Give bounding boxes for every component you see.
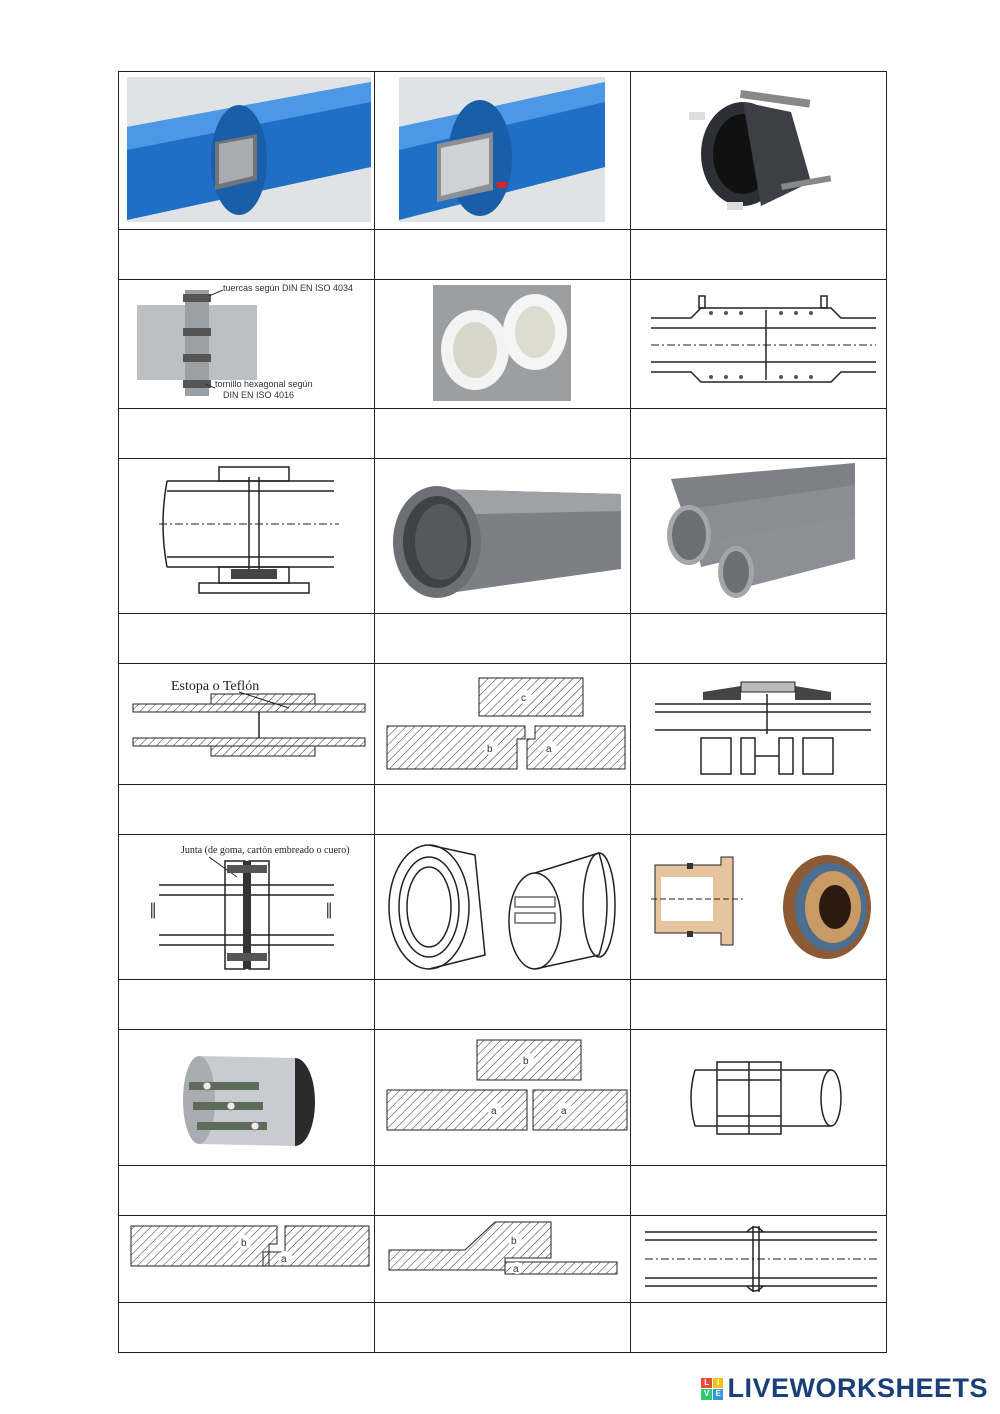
image-cell	[631, 664, 887, 785]
answer-box[interactable]	[119, 614, 375, 664]
image-cell	[631, 1216, 887, 1303]
flanged-gasket-joint-drawing	[119, 835, 375, 979]
blue-pipe-socket-image	[119, 72, 375, 229]
image-cell	[375, 72, 631, 230]
image-cell	[631, 835, 887, 980]
answer-box[interactable]	[375, 1166, 631, 1216]
image-cell	[119, 72, 375, 230]
blue-pipe-cutaway-image	[375, 72, 631, 229]
sleeve-joint-section-drawing	[631, 280, 887, 408]
letter-b: b	[487, 744, 493, 755]
answer-box[interactable]	[631, 614, 887, 664]
answer-box[interactable]	[631, 230, 887, 280]
hemp-teflon-label: Estopa o Teflón	[171, 679, 260, 694]
answer-box[interactable]	[119, 1166, 375, 1216]
black-repair-coupling-image	[631, 72, 887, 229]
bolt-label-line2: DIN EN ISO 4016	[223, 390, 295, 400]
letter-a: a	[561, 1106, 567, 1117]
scarf-joint-with-cover-drawing	[375, 664, 631, 784]
stainless-repair-clamp-image	[119, 1030, 375, 1165]
bell-spigot-joint-image	[631, 835, 887, 979]
answer-box[interactable]	[119, 409, 375, 459]
answer-box[interactable]	[119, 980, 375, 1030]
svg-text:∥: ∥	[149, 902, 157, 919]
answer-box[interactable]	[375, 785, 631, 835]
image-cell	[375, 459, 631, 614]
grey-pvc-socket-pipe-image	[375, 459, 631, 613]
bolt-label-line1: tornillo hexagonal según	[215, 379, 313, 389]
answer-box[interactable]	[631, 409, 887, 459]
butt-joint-with-cover-drawing	[375, 1030, 631, 1165]
letter-b: b	[241, 1238, 247, 1249]
letter-a: a	[513, 1264, 519, 1275]
image-cell	[375, 280, 631, 409]
image-cell	[119, 835, 375, 980]
worksheet-grid	[118, 71, 887, 1353]
welded-joint-drawing	[631, 1216, 887, 1302]
letter-a: a	[491, 1106, 497, 1117]
letter-b: b	[523, 1056, 529, 1067]
letter-a: a	[546, 744, 552, 755]
answer-box[interactable]	[119, 230, 375, 280]
gasket-label: Junta (de goma, cartón embreado o cuero)	[181, 845, 350, 856]
answer-box[interactable]	[631, 1166, 887, 1216]
svg-text:∥: ∥	[325, 902, 333, 919]
answer-box[interactable]	[119, 1303, 375, 1353]
answer-box[interactable]	[375, 409, 631, 459]
liveworksheets-logo	[701, 1373, 988, 1404]
lap-joint-drawing	[119, 1216, 375, 1302]
letter-b: b	[511, 1236, 517, 1247]
image-cell	[119, 459, 375, 614]
answer-box[interactable]	[375, 614, 631, 664]
image-cell	[375, 664, 631, 785]
answer-box[interactable]	[375, 1303, 631, 1353]
image-cell	[375, 835, 631, 980]
white-flanged-pipes-image	[375, 280, 631, 408]
image-cell	[375, 1030, 631, 1166]
answer-box[interactable]	[631, 1303, 887, 1353]
answer-box[interactable]	[631, 980, 887, 1030]
answer-box[interactable]	[375, 980, 631, 1030]
answer-box[interactable]	[375, 230, 631, 280]
image-cell	[631, 1030, 887, 1166]
sleeve-coupling-drawing	[631, 1030, 887, 1165]
nuts-label: tuercas según DIN EN ISO 4034	[223, 283, 354, 293]
threaded-sleeve-joint-drawing	[119, 664, 375, 784]
flexible-coupling-drawing	[375, 835, 631, 979]
gibault-joint-drawing	[119, 459, 375, 613]
image-cell	[119, 1216, 375, 1303]
image-cell	[119, 664, 375, 785]
logo-icon: L I V E	[701, 1378, 723, 1400]
letter-c: c	[521, 693, 526, 704]
image-cell	[119, 1030, 375, 1166]
answer-box[interactable]	[631, 785, 887, 835]
tapered-joint-drawing	[375, 1216, 631, 1302]
image-cell	[631, 280, 887, 409]
grey-pvc-pipes-bundle-image	[631, 459, 887, 613]
image-cell	[119, 280, 375, 409]
answer-box[interactable]	[119, 785, 375, 835]
image-cell	[375, 1216, 631, 1303]
letter-a: a	[281, 1254, 287, 1265]
flanged-joint-drawing	[119, 280, 375, 408]
brand-name: LIVEWORKSHEETS	[727, 1373, 988, 1403]
image-cell	[631, 72, 887, 230]
union-fitting-drawing	[631, 664, 887, 784]
image-cell	[631, 459, 887, 614]
